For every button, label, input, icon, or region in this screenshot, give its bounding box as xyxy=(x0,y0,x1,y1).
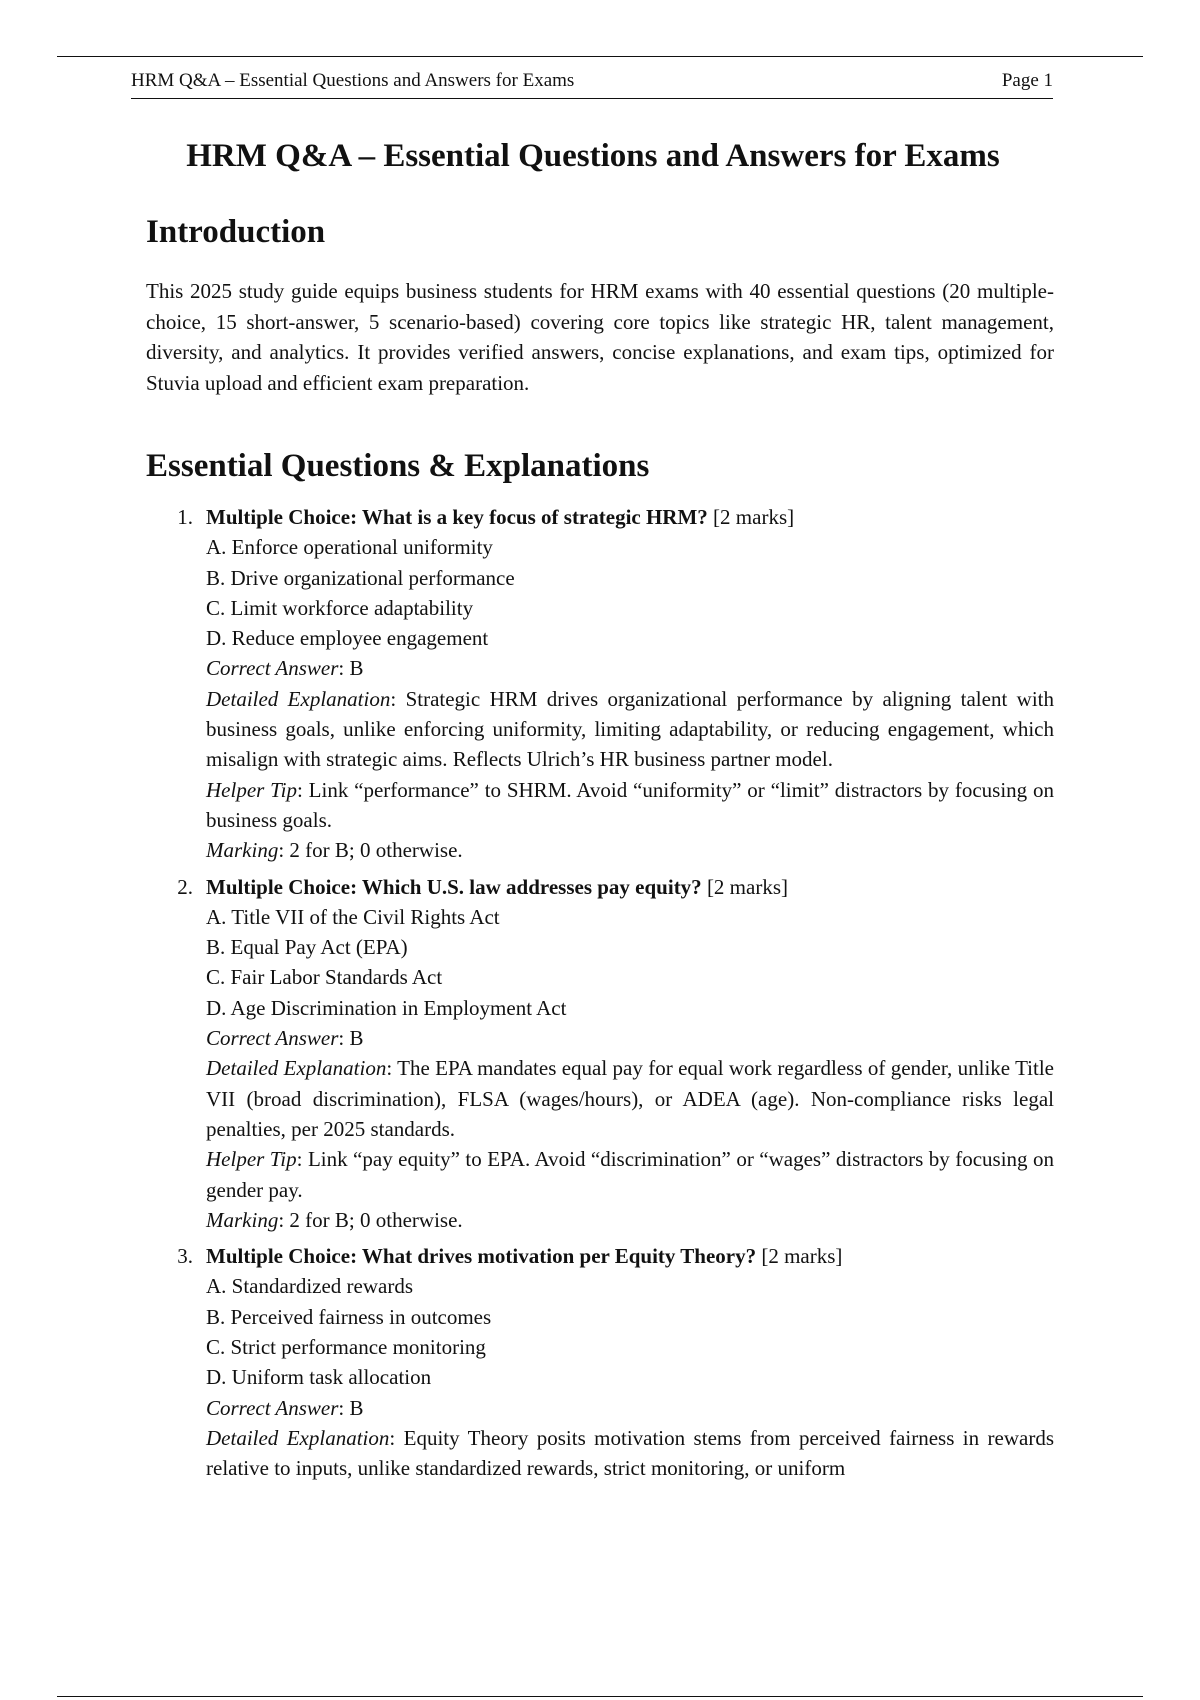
correct-answer: Correct Answer: B xyxy=(206,1395,364,1420)
tip-label: Helper Tip xyxy=(206,1147,297,1172)
question-item xyxy=(146,502,1054,866)
marking-text: 2 for B; 0 otherwise. xyxy=(289,1207,463,1232)
question-number: 3. xyxy=(177,1244,193,1269)
helper-tip: Helper Tip: Link “pay equity” to EPA. Avoid “discrimination” or “wages” distractors by focusing on gender pay. xyxy=(206,1147,1055,1202)
questions-heading: Essential Questions & Explanations xyxy=(146,448,650,484)
explanation-label: Detailed Explanation xyxy=(206,1056,387,1081)
correct-answer-value: B xyxy=(349,656,364,681)
question-item xyxy=(146,872,1054,1236)
option-d: D. Uniform task allocation xyxy=(206,1365,432,1390)
explanation-label: Detailed Explanation xyxy=(206,686,391,711)
detailed-explanation: Detailed Explanation: Equity Theory posits motivation stems from perceived fairness in rewards relative to inputs, unlike standardized rewards, strict monitoring, or uniform xyxy=(206,1425,1054,1481)
question-prompt: Multiple Choice: What is a key focus of strategic HRM? xyxy=(206,505,708,529)
helper-tip: Helper Tip: Link “performance” to SHRM. Avoid “uniformity” or “limit” distractors by focusing on business goals. xyxy=(206,777,1054,832)
explanation-text: The EPA mandates equal pay for equal work regardless of gender, unlike Title VII (broad discrimination), FLSA (wages/hours), or ADEA (age). Non-compliance risks legal penalties, per 2025 standards. xyxy=(206,1056,1054,1141)
correct-answer-value: B xyxy=(349,1395,364,1420)
option-d: D. Age Discrimination in Employment Act xyxy=(206,995,567,1020)
option-a: A. Title VII of the Civil Rights Act xyxy=(206,904,500,929)
option-c: C. Strict performance monitoring xyxy=(206,1335,486,1360)
correct-answer-label: Correct Answer xyxy=(206,1395,339,1420)
question-item xyxy=(146,1241,1054,1483)
question-prompt-line xyxy=(206,1241,1054,1271)
option-d: D. Reduce employee engagement xyxy=(206,626,489,651)
option-b: B. Drive organizational performance xyxy=(206,565,515,590)
tip-label: Helper Tip xyxy=(206,777,297,802)
marking-label: Marking xyxy=(206,838,279,863)
correct-answer-label: Correct Answer xyxy=(206,656,339,681)
detailed-explanation: Detailed Explanation: Strategic HRM drives organizational performance by aligning talent with business goals, unlike enforcing uniformity, limiting adaptability, or reducing engagement, which misalign with strategic aims. Reflects Ulrich’s HR business partner model. xyxy=(206,686,1054,772)
question-marks: [2 marks] xyxy=(706,874,788,899)
page-number: Page 1 xyxy=(1001,70,1053,91)
page-top-rule xyxy=(57,56,1143,57)
correct-answer-label: Correct Answer xyxy=(206,1026,339,1051)
question-number: 2. xyxy=(177,874,193,899)
correct-answer-value: B xyxy=(349,1026,364,1051)
introduction-heading: Introduction xyxy=(146,214,326,250)
question-prompt-line xyxy=(206,502,1054,532)
tip-text: Link “performance” to SHRM. Avoid “uniformity” or “limit” distractors by focusing on business goals. xyxy=(206,777,1054,832)
question-marks: [2 marks] xyxy=(761,1244,843,1269)
running-header xyxy=(131,68,1053,99)
correct-answer: Correct Answer: B xyxy=(206,1026,364,1051)
correct-answer: Correct Answer: B xyxy=(206,656,364,681)
question-prompt: Multiple Choice: Which U.S. law addresses pay equity? xyxy=(206,874,702,899)
option-c: C. Fair Labor Standards Act xyxy=(206,965,443,990)
option-b: B. Perceived fairness in outcomes xyxy=(206,1304,492,1329)
introduction-paragraph: This 2025 study guide equips business students for HRM exams with 40 essential questions (20 multiple-choice, 15 short-answer, 5 scenario-based) covering core topics like strategic HR, talent management, diversity, and analytics. It provides verified answers, concise explanations, and exam tips, optimized for Stuvia upload and efficient exam preparation. xyxy=(146,279,1054,395)
option-a: A. Standardized rewards xyxy=(206,1274,414,1299)
question-prompt: Multiple Choice: What drives motivation per Equity Theory? xyxy=(206,1244,757,1269)
marking: Marking: 2 for B; 0 otherwise. xyxy=(206,838,463,863)
page-bottom-rule xyxy=(57,1696,1143,1697)
marking-text: 2 for B; 0 otherwise. xyxy=(289,838,463,863)
page-content xyxy=(146,132,1054,1490)
explanation-label: Detailed Explanation xyxy=(206,1425,390,1450)
question-list xyxy=(146,502,1054,1484)
document-title: HRM Q&A – Essential Questions and Answers for Exams xyxy=(186,138,1000,174)
option-b: B. Equal Pay Act (EPA) xyxy=(206,935,408,960)
detailed-explanation: Detailed Explanation: The EPA mandates equal pay for equal work regardless of gender, unlike Title VII (broad discrimination), FLSA (wages/hours), or ADEA (age). Non-compliance risks legal penalties, per 2025 standards. xyxy=(206,1056,1054,1141)
marking: Marking: 2 for B; 0 otherwise. xyxy=(206,1207,463,1232)
option-a: A. Enforce operational uniformity xyxy=(206,535,493,560)
running-header-title: HRM Q&A – Essential Questions and Answers for Exams xyxy=(131,70,575,91)
tip-text: Link “pay equity” to EPA. Avoid “discrimination” or “wages” distractors by focusing on gender pay. xyxy=(206,1147,1055,1202)
question-marks: [2 marks] xyxy=(713,505,795,529)
explanation-text: Strategic HRM drives organizational performance by aligning talent with business goals, unlike enforcing uniformity, limiting adaptability, or reducing engagement, which misalign with strategic aims. Reflects Ulrich’s HR business partner model. xyxy=(206,686,1054,772)
option-c: C. Limit workforce adaptability xyxy=(206,595,474,620)
explanation-text: Equity Theory posits motivation stems from perceived fairness in rewards relative to inputs, unlike standardized rewards, strict monitoring, or uniform xyxy=(206,1425,1054,1481)
question-number: 1. xyxy=(177,505,193,529)
marking-label: Marking xyxy=(206,1207,279,1232)
question-prompt-line xyxy=(206,872,1054,902)
